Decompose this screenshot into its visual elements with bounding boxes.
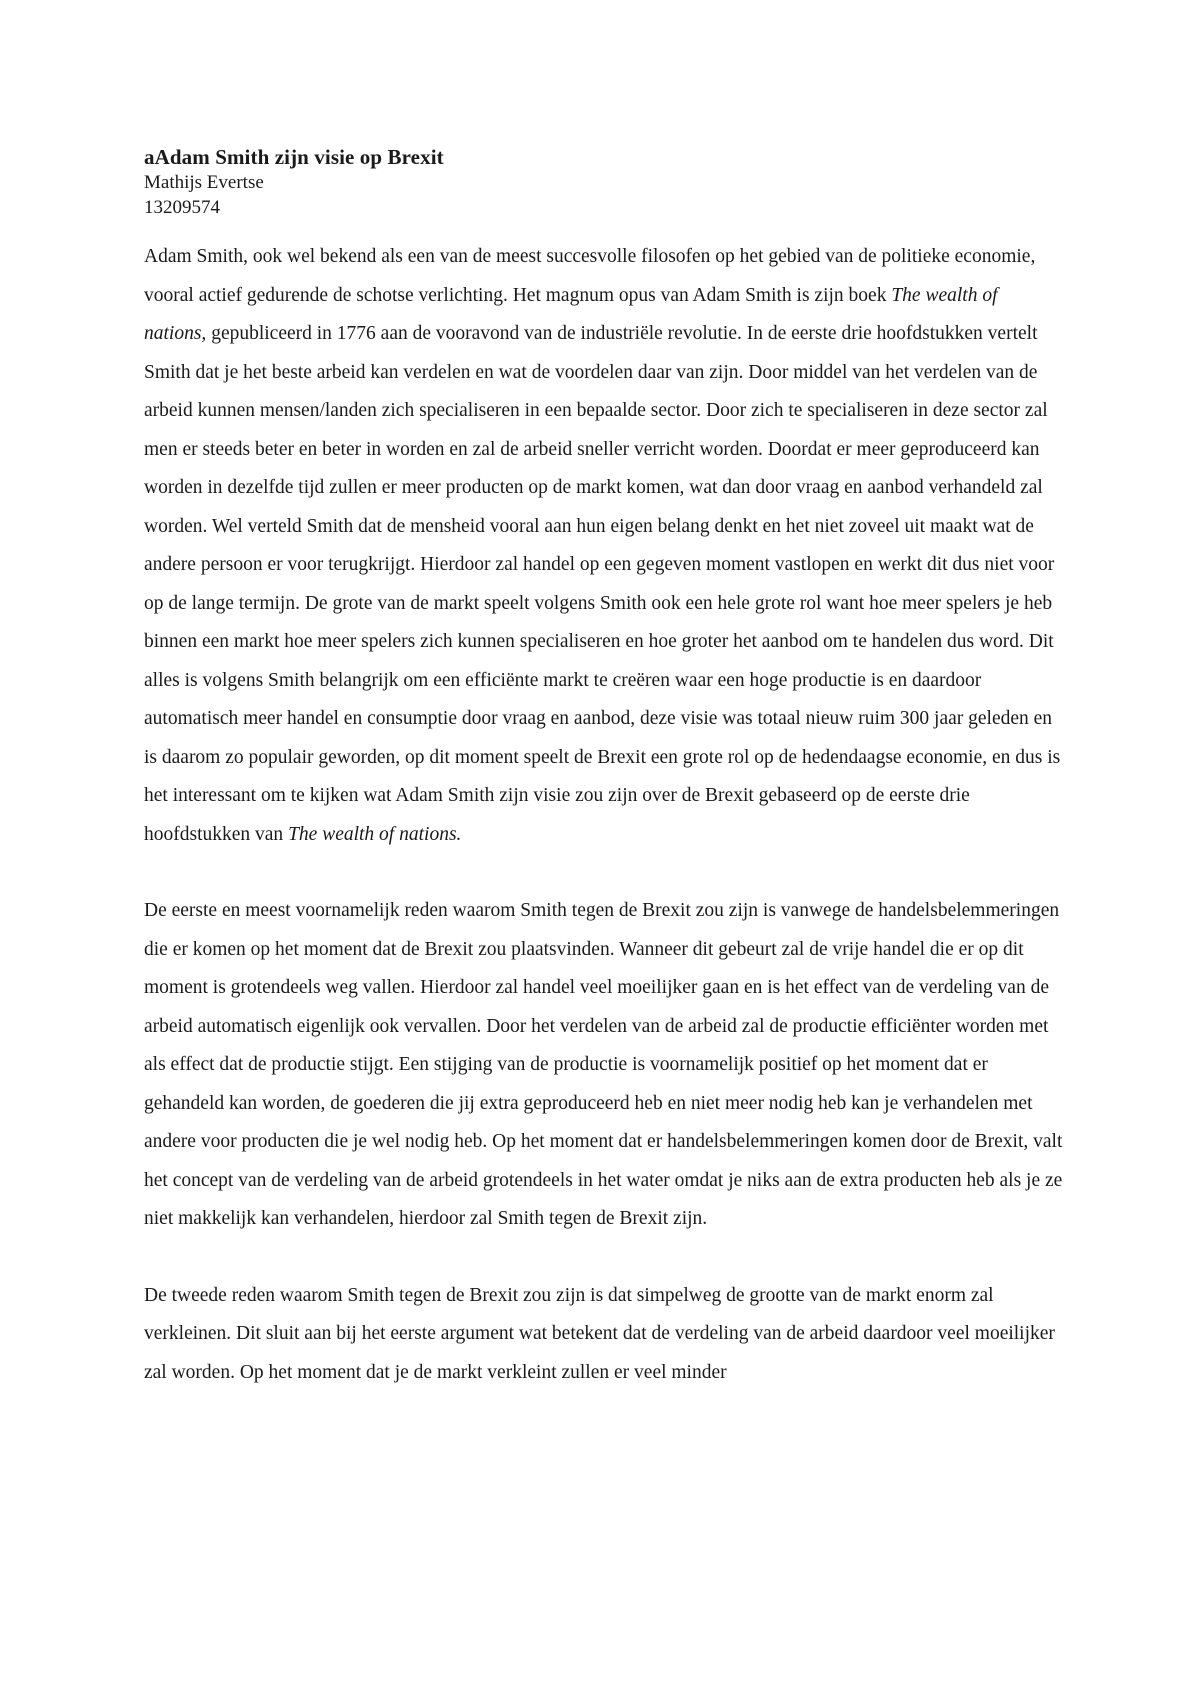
author-name: Mathijs Evertse xyxy=(144,172,264,193)
paragraph-intro-part1: Adam Smith, ook wel bekend als een van de meest succesvolle filosofen op het gebied van de politieke economie, vooral actief gedurende de schotse verlichting. Het magnum opus van Adam Smith is zijn boek xyxy=(144,246,1036,306)
paragraph-first-argument: De eerste en meest voornamelijk reden waarom Smith tegen de Brexit zou zijn is vanwege de handelsbelemmeringen die er komen op het moment dat de Brexit zou plaatsvinden. Wanneer dit gebeurt zal de vrije handel die er op dit moment is grotendeels weg vallen. Hierdoor zal handel veel moeilijker gaan en is het effect van de verdeling van de arbeid automatisch eigenlijk ook vervallen. Door het verdelen van de arbeid zal de productie efficiënter worden met als effect dat de productie stijgt. Een stijging van de productie is voornamelijk positief op het moment dat er gehandeld kan worden, de goederen die jij extra geproduceerd heb en niet meer nodig heb kan je verhandelen met andere voor producten die je wel nodig heb. Op het moment dat er handelsbelemmeringen komen door de Brexit, valt het concept van de verdeling van de arbeid grotendeels in het water omdat je niks aan de extra producten heb als je ze niet makkelijk kan verhandelen, hierdoor zal Smith tegen de Brexit zijn. xyxy=(144,900,1063,1229)
paragraph-intro xyxy=(144,238,1064,854)
paragraph-second-argument: De tweede reden waarom Smith tegen de Brexit zou zijn is dat simpelweg de grootte van de markt enorm zal verkleinen. Dit sluit aan bij het eerste argument wat betekent dat de verdeling van de arbeid daardoor veel moeilijker zal worden. Op het moment dat je de markt verkleint zullen er veel minder xyxy=(144,1284,1055,1383)
paragraph-intro-part2: gepubliceerd in 1776 aan de vooravond van de industriële revolutie. In de eerste drie hoofdstukken vertelt Smith dat je het beste arbeid kan verdelen en wat de voordelen daar van zijn. Door middel van het verdelen van de arbeid kunnen mensen/landen zich specialiseren in een bepaalde sector. Door zich te specialiseren in deze sector zal men er steeds beter en beter in worden en zal de arbeid sneller verricht worden. Doordat er meer geproduceerd kan worden in dezelfde tijd zullen er meer producten op de markt komen, wat dan door vraag en aanbod verhandeld zal worden. Wel verteld Smith dat de mensheid vooral aan hun eigen belang denkt en het niet zoveel uit maakt wat de andere persoon er voor terugkrijgt. Hierdoor zal handel op een gegeven moment vastlopen en werkt dit dus niet voor op de lange termijn. De grote van de markt speelt volgens Smith ook een hele grote rol want hoe meer spelers je heb binnen een markt hoe meer spelers zich kunnen specialiseren en hoe groter het aanbod om te handelen dus word. Dit alles is volgens Smith belangrijk om een efficiënte markt te creëren waar een hoge productie is en daardoor automatisch meer handel en consumptie door vraag en aanbod, deze visie was totaal nieuw ruim 300 jaar geleden en is daarom zo populair geworden, op dit moment speelt de Brexit een grote rol op de hedendaagse economie, en dus is het interessant om te kijken wat Adam Smith zijn visie zou zijn over de Brexit gebaseerd op de eerste drie hoofdstukken van xyxy=(144,323,1061,845)
book-title-ref-1: The wealth of nations, xyxy=(144,284,998,344)
student-number: 13209574 xyxy=(144,197,220,218)
document-content xyxy=(144,144,1064,1392)
book-title-ref-2: The wealth of nations. xyxy=(288,823,462,845)
document-title: aAdam Smith zijn visie op Brexit xyxy=(144,145,444,169)
